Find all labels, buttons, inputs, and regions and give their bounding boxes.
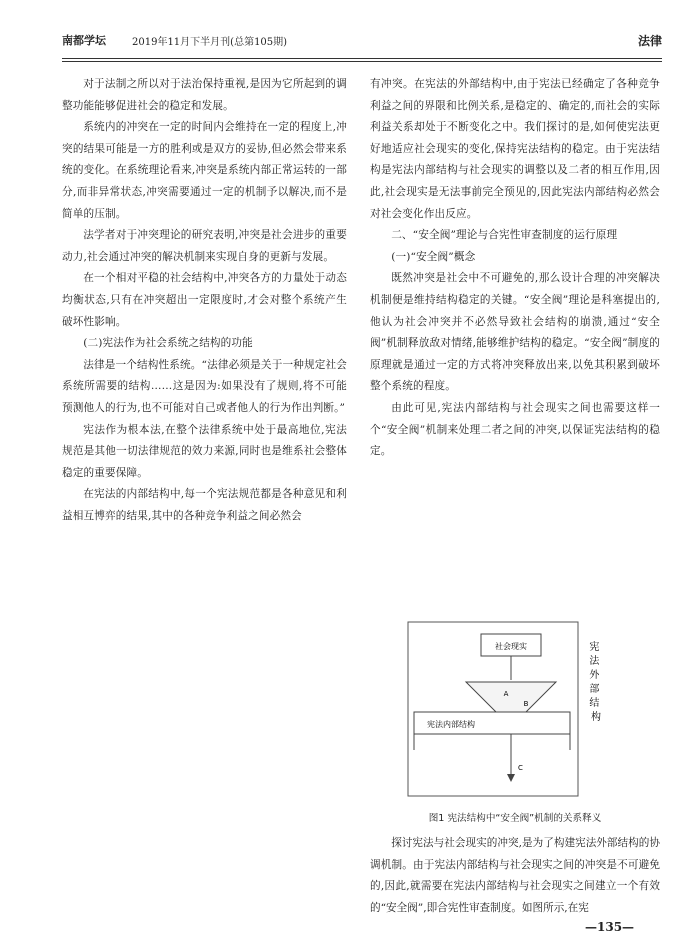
point-a-label: A [503,690,509,698]
left-paragraph: 在宪法的内部结构中,每一个宪法规范都是各种意见和利益相互博弈的结果,其中的各种竞争利益之间必然会 [62,488,347,522]
right-paragraph: 既然冲突是社会中不可避免的,那么设计合理的冲突解决机制便是维持结构稳定的关键。“安全阀”理论是科塞提出的,他认为社会冲突并不必然导致社会结构的崩溃,通过“安全阀”机制释放敌对情绪,能够维护结构的稳定。“安全阀”制度的原理就是通过一定的方式将冲突释放出来,以免其积累到破坏整个系统的程度。 [370,272,660,393]
left-paragraph: 法律是一个结构性系统。“法律必须是关于一种规定社会系统所需要的结构……这是因为:如果没有了规则,将不可能预测他人的行为,也不可能对自己或者他人的行为作出判断。” [62,358,347,414]
figure-diagram [406,620,621,800]
right-bottom-text [370,833,660,919]
external-char: 部 [589,684,600,695]
figure-caption: 图1 宪法结构中“安全阀”机制的关系释义 [428,813,602,824]
header-rule [62,58,662,59]
running-header [62,32,662,52]
right-column [370,74,660,463]
header-rule-thin [62,61,662,62]
right-paragraph: 有冲突。在宪法的外部结构中,由于宪法已经确定了各种竞争利益之间的界限和比例关系,是稳定的、确定的,而社会的实际利益关系却处于不断变化之中。我们探讨的是,如何使宪法更好地适应社会现实的变化,保持宪法结构的稳定。由于宪法结构是宪法内部结构与社会现实的调整以及二者的相互作用,因此,社会现实是无法事前完全预见的,因此宪法内部结构必然会对社会变化作出反应。 [370,78,660,220]
page-number: —135— [585,920,635,934]
left-paragraph: 宪法作为根本法,在整个法律系统中处于最高地位,宪法规范是其他一切法律规范的效力来源,同时也是维系社会整体稳定的重要保障。 [62,423,347,479]
point-c-label: C [518,764,523,772]
internal-structure-label: 宪法内部结构 [427,720,475,729]
left-paragraph: 在一个相对平稳的社会结构中,冲突各方的力量处于动态均衡状态,只有在冲突超出一定限度时,才会对整个系统产生破坏性影响。 [62,272,347,328]
external-char: 外 [589,670,600,681]
external-char: 法 [589,656,600,667]
external-char: 宪 [589,642,600,653]
right-paragraph: 由此可见,宪法内部结构与社会现实之间也需要这样一个“安全阀”机制来处理二者之间的冲突,以保证宪法结构的稳定。 [370,401,660,458]
external-char: 构 [591,712,601,723]
left-paragraph: 对于法制之所以对于法治保持重视,是因为它所起到的调整功能能够促进社会的稳定和发展。 [62,78,347,112]
external-char: 结 [589,698,600,709]
safety-valve-diagram [406,620,621,800]
left-paragraph: 法学者对于冲突理论的研究表明,冲突是社会进步的重要动力,社会通过冲突的解决机制来实现自身的更新与发展。 [62,229,347,263]
section-heading: 二、“安全阀”理论与合宪性审查制度的运行原理 [391,229,618,242]
issue-info: 2019年11月下半月刊(总第105期) [132,37,288,48]
external-structure-label [589,641,602,723]
point-b-label: B [523,700,529,708]
right-paragraph: 探讨宪法与社会现实的冲突,是为了构建宪法外部结构的协调机制。由于宪法内部结构与社会现实之间的冲突是不可避免的,因此,就需要在宪法内部结构与社会现实之间建立一个有效的“安全阀”,即合宪性审查制度。如图所示,在宪 [370,837,660,914]
social-reality-label: 社会现实 [495,642,527,651]
left-column [62,74,347,527]
journal-name: 南都学坛 [62,34,106,47]
section-name: 法律 [637,34,662,48]
left-paragraph: 系统内的冲突在一定的时间内会维持在一定的程度上,冲突的结果可能是一方的胜利或是双方的妥协,但必然会带来系统的变化。在系统理论看来,冲突是系统内部正常运转的一部分,而非异常状态,冲突需要通过一定的机制予以解决,而不是简单的压制。 [62,121,347,220]
subsection-heading: (一)“安全阀”概念 [391,250,476,263]
subsection-heading: (二)宪法作为社会系统之结构的功能 [83,337,253,350]
